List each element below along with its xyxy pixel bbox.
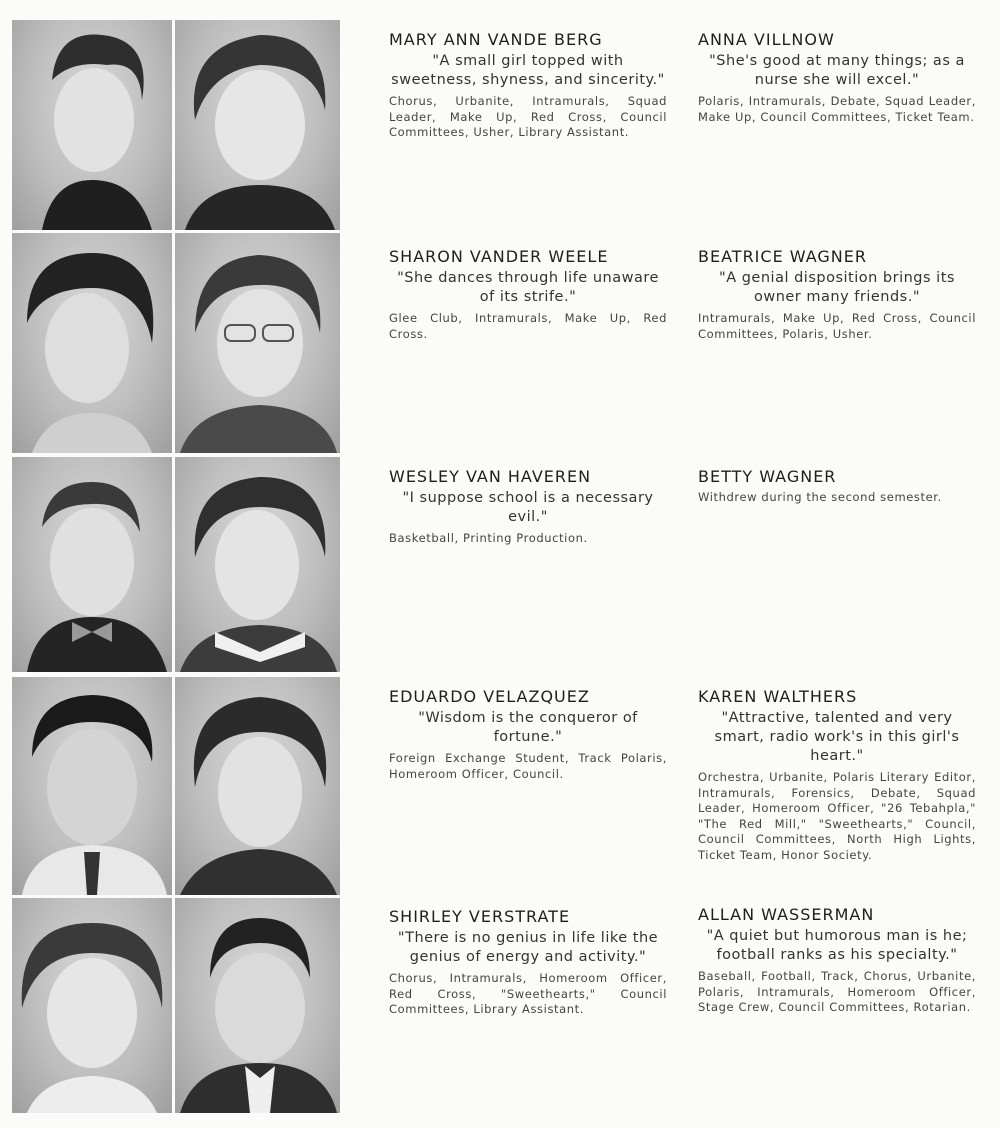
- student-entry: [389, 687, 667, 782]
- student-name: KAREN WALTHERS: [698, 687, 858, 706]
- student-entry: [698, 467, 976, 506]
- student-quote: "Wisdom is the conqueror of fortune.": [418, 710, 638, 745]
- student-activities: Orchestra, Urbanite, Polaris Literary Editor, Intramurals, Forensics, Debate, Squad Leader, Homeroom Officer, "26 Tebahpla," "The Red Mill," "Sweethearts," Council, Council Committees, North High Lights, Ticket Team, Honor Society.: [698, 770, 976, 862]
- portrait-wesley-van-haveren: [12, 457, 172, 672]
- student-entry: [389, 247, 667, 342]
- student-quote: "A quiet but humorous man is he; football ranks as his specialty.": [706, 928, 968, 963]
- student-entry: [698, 247, 976, 342]
- student-name: EDUARDO VELAZQUEZ: [389, 687, 590, 706]
- student-entry: [389, 30, 667, 141]
- student-activities: Intramurals, Make Up, Red Cross, Council Committees, Polaris, Usher.: [698, 311, 976, 341]
- student-name: BEATRICE WAGNER: [698, 247, 867, 266]
- student-activities: Chorus, Urbanite, Intramurals, Squad Leader, Make Up, Red Cross, Council Committees, Usher, Library Assistant.: [389, 94, 667, 139]
- student-activities: Withdrew during the second semester.: [698, 490, 942, 504]
- student-quote: "A small girl topped with sweetness, shyness, and sincerity.": [391, 53, 665, 88]
- student-entry: [389, 907, 667, 1018]
- portrait-beatrice-wagner: [175, 233, 340, 453]
- student-quote: "Attractive, talented and very smart, radio work's in this girl's heart.": [714, 710, 960, 764]
- student-quote: "A genial disposition brings its owner many friends.": [719, 270, 955, 305]
- student-quote: "I suppose school is a necessary evil.": [402, 490, 654, 525]
- student-activities: Chorus, Intramurals, Homeroom Officer, Red Cross, "Sweethearts," Council Committees, Library Assistant.: [389, 971, 667, 1016]
- portrait-karen-walthers: [175, 677, 340, 895]
- student-activities: Polaris, Intramurals, Debate, Squad Leader, Make Up, Council Committees, Ticket Team.: [698, 94, 976, 124]
- student-entry: [698, 905, 976, 1016]
- student-name: WESLEY VAN HAVEREN: [389, 467, 592, 486]
- student-name: SHIRLEY VERSTRATE: [389, 907, 571, 926]
- student-name: MARY ANN VANDE BERG: [389, 30, 603, 49]
- portrait-mary-ann-vande-berg: [12, 20, 172, 230]
- portrait-anna-villnow: [175, 20, 340, 230]
- student-entry: [698, 687, 976, 863]
- student-activities: Foreign Exchange Student, Track Polaris, Homeroom Officer, Council.: [389, 751, 667, 781]
- portrait-sharon-vander-weele: [12, 233, 172, 453]
- student-entry: [698, 30, 976, 125]
- student-name: ALLAN WASSERMAN: [698, 905, 875, 924]
- student-name: ANNA VILLNOW: [698, 30, 835, 49]
- student-quote: "She dances through life unaware of its strife.": [397, 270, 659, 305]
- student-name: SHARON VANDER WEELE: [389, 247, 609, 266]
- student-name: BETTY WAGNER: [698, 467, 837, 486]
- student-activities: Glee Club, Intramurals, Make Up, Red Cross.: [389, 311, 667, 341]
- portrait-grid: [12, 20, 342, 1115]
- student-quote: "She's good at many things; as a nurse she will excel.": [709, 53, 965, 88]
- portrait-eduardo-velazquez: [12, 677, 172, 895]
- student-activities: Basketball, Printing Production.: [389, 531, 588, 545]
- portrait-betty-wagner: [175, 457, 340, 672]
- student-entry: [389, 467, 667, 547]
- portrait-shirley-verstrate: [12, 898, 172, 1113]
- student-quote: "There is no genius in life like the genius of energy and activity.": [397, 930, 659, 965]
- student-activities: Baseball, Football, Track, Chorus, Urbanite, Polaris, Intramurals, Homeroom Officer, Stage Crew, Council Committees, Rotarian.: [698, 969, 976, 1014]
- portrait-allan-wasserman: [175, 898, 340, 1113]
